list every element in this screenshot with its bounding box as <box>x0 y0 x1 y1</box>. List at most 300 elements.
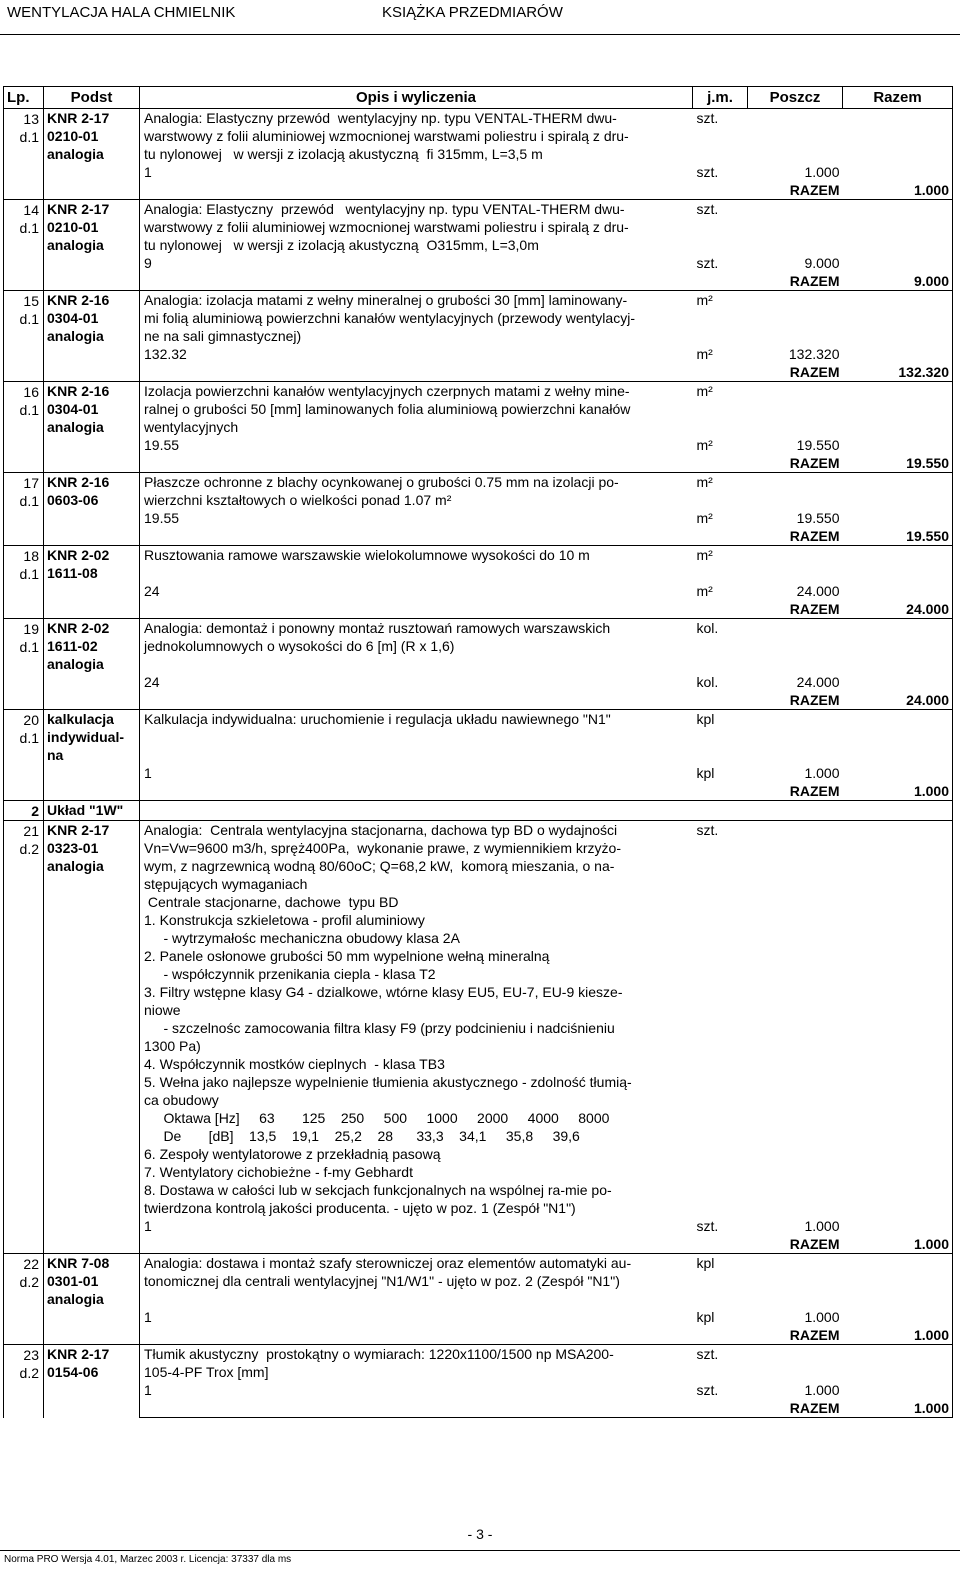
empty-cell <box>843 764 953 782</box>
empty-cell <box>843 382 953 437</box>
empty-cell <box>843 1254 953 1309</box>
item-basis <box>44 1254 140 1345</box>
total-value: 1.000 <box>843 181 953 200</box>
item-description <box>140 473 693 510</box>
empty-cell <box>140 782 693 801</box>
table-row <box>4 821 953 1218</box>
description-line: 7. Wentylatory cichobieżne - f-my Gebhardt <box>144 1164 413 1180</box>
description-line: - wytrzymałośc mechaniczna obudowy klasa 2A <box>144 930 460 946</box>
empty-cell <box>843 546 953 583</box>
total-label: RAZEM <box>789 601 840 617</box>
basis-line: 0304-01 <box>47 310 99 326</box>
basis-line: na <box>47 747 64 763</box>
partial-value: 1.000 <box>804 1309 840 1325</box>
total-value: 132.320 <box>843 363 953 382</box>
table-row <box>4 710 953 765</box>
total-row <box>4 1235 953 1254</box>
description-line: 3. Filtry wstępne klasy G4 - dzialkowe, wtórne klasy EU5, EU-7, EU-9 kiesze- <box>144 984 623 1000</box>
item-number <box>4 291 44 382</box>
calc-expression: 19.55 <box>144 437 180 453</box>
col-header-opis: Opis i wyliczenia <box>140 87 693 109</box>
partial-value: 19.550 <box>796 437 840 453</box>
empty-cell <box>140 363 693 382</box>
calc-expression: 19.55 <box>144 510 180 526</box>
item-number <box>4 546 44 619</box>
item-basis <box>44 473 140 546</box>
basis-line: analogia <box>47 656 104 672</box>
item-number <box>4 382 44 473</box>
empty-cell <box>140 1326 693 1345</box>
item-unit: m² <box>693 382 748 437</box>
total-label: RAZEM <box>789 528 840 544</box>
item-lp: 23 <box>23 1347 39 1363</box>
item-description <box>140 821 693 1218</box>
item-lp: 21 <box>23 823 39 839</box>
project-title: WENTYLACJA HALA CHMIELNIK <box>7 4 236 21</box>
item-number <box>4 200 44 291</box>
total-label: RAZEM <box>789 364 840 380</box>
partial-value: 24.000 <box>796 583 840 599</box>
table-header-row <box>4 87 953 109</box>
description-line: Izolacja powierzchni kanałów wentylacyjnych czerpnych matami z wełny mine- <box>144 383 630 399</box>
item-number <box>4 473 44 546</box>
basis-line: 0304-01 <box>47 401 99 417</box>
item-description <box>140 109 693 164</box>
description-line: twierdzona kontrolą jakości producenta. - ujęto w poz. 1 (Zespół "N1") <box>144 1200 576 1216</box>
calc-unit: m² <box>696 510 713 526</box>
item-description <box>140 710 693 765</box>
item-lp: 18 <box>23 548 39 564</box>
calc-unit: szt. <box>696 1382 719 1398</box>
total-row <box>4 527 953 546</box>
empty-cell <box>843 200 953 255</box>
basis-line: analogia <box>47 237 104 253</box>
total-row <box>4 181 953 200</box>
item-section: d.1 <box>19 639 39 655</box>
empty-cell <box>843 821 953 1218</box>
description-line: Analogia: Elastyczny przewód wentylacyjny np. typu VENTAL-THERM dwu- <box>144 201 625 217</box>
description-line: Oktawa [Hz] 63 125 250 500 1000 2000 4000 8000 <box>144 1110 610 1126</box>
document-title: KSIĄŻKA PRZEDMIARÓW <box>382 4 563 21</box>
item-section: d.2 <box>19 1365 39 1381</box>
item-number <box>4 619 44 710</box>
empty-cell <box>693 454 748 473</box>
total-row <box>4 1399 953 1418</box>
empty-cell <box>843 1345 953 1382</box>
calc-expression: 24 <box>144 583 160 599</box>
calc-unit: szt. <box>696 164 719 180</box>
estimate-table <box>3 86 953 1418</box>
item-description <box>140 1345 693 1382</box>
basis-line: indywidual- <box>47 729 124 745</box>
item-unit: szt. <box>693 200 748 255</box>
basis-line: analogia <box>47 419 104 435</box>
calc-unit: szt. <box>696 255 719 271</box>
total-value: 1.000 <box>843 782 953 801</box>
description-line: Analogia: demontaż i ponowny montaż rusztowań ramowych warszawskich <box>144 620 611 636</box>
item-section: d.1 <box>19 566 39 582</box>
calc-row <box>4 673 953 691</box>
item-description <box>140 1254 693 1309</box>
item-basis <box>44 710 140 801</box>
basis-line: KNR 2-17 <box>47 110 110 126</box>
description-line: jednokolumnowych o wysokości do 6 [m] (R x 1,6) <box>144 638 455 654</box>
description-line: De [dB] 13,5 19,1 25,2 28 33,3 34,1 35,8 39,6 <box>144 1128 580 1144</box>
item-unit: szt. <box>693 821 748 1218</box>
empty-cell <box>843 109 953 164</box>
description-line: mi folią aluminiową powierzchni kanałów wentylacyjnych (przewody wentylacyj- <box>144 310 635 326</box>
table-row <box>4 1345 953 1382</box>
item-description <box>140 291 693 346</box>
empty-cell <box>748 1254 843 1309</box>
calc-row <box>4 345 953 363</box>
item-basis <box>44 546 140 619</box>
basis-line: KNR 2-02 <box>47 620 110 636</box>
description-line <box>144 1290 690 1308</box>
description-line: ca obudowy <box>144 1092 219 1108</box>
header-divider <box>0 34 960 35</box>
item-description <box>140 200 693 255</box>
total-value: 1.000 <box>843 1235 953 1254</box>
table-row <box>4 1254 953 1309</box>
description-line: tu nylonowej w wersji z izolacją akustyczną fi 315mm, L=3,5 m <box>144 146 543 162</box>
empty-cell <box>693 272 748 291</box>
total-label: RAZEM <box>789 783 840 799</box>
item-lp: 15 <box>23 293 39 309</box>
empty-cell <box>140 691 693 710</box>
calc-row <box>4 436 953 454</box>
empty-cell <box>843 254 953 272</box>
basis-line: kalkulacja <box>47 711 114 727</box>
section-title: Układ "1W" <box>44 801 140 821</box>
basis-line: KNR 2-17 <box>47 1346 110 1362</box>
total-row <box>4 600 953 619</box>
calc-expression: 1 <box>144 1309 152 1325</box>
empty-cell <box>748 821 843 1218</box>
description-line: Analogia: dostawa i montaż szafy sterowniczej oraz elementów automatyki au- <box>144 1255 632 1271</box>
item-unit: szt. <box>693 1345 748 1382</box>
calc-expression: 24 <box>144 674 160 690</box>
basis-line: KNR 2-16 <box>47 474 110 490</box>
item-number <box>4 109 44 200</box>
description-line: wentylacyjnych <box>144 419 239 435</box>
item-basis <box>44 821 140 1254</box>
table-row <box>4 200 953 255</box>
partial-value: 1.000 <box>804 765 840 781</box>
total-label: RAZEM <box>789 182 840 198</box>
item-description <box>140 619 693 674</box>
description-line: 105-4-PF Trox [mm] <box>144 1364 269 1380</box>
item-section: d.1 <box>19 311 39 327</box>
item-lp: 16 <box>23 384 39 400</box>
description-line: 5. Wełna jako najlepsze wypelnienie tłumienia akustycznego - zdolność tłumią- <box>144 1074 632 1090</box>
calc-expression: 9 <box>144 255 152 271</box>
item-basis <box>44 109 140 200</box>
item-number <box>4 1345 44 1418</box>
empty-cell <box>140 801 953 821</box>
basis-line: analogia <box>47 1291 104 1307</box>
empty-cell <box>748 109 843 164</box>
basis-line: analogia <box>47 146 104 162</box>
col-header-poszcz: Poszcz <box>748 87 843 109</box>
empty-cell <box>748 710 843 765</box>
item-lp: 17 <box>23 475 39 491</box>
empty-cell <box>693 363 748 382</box>
total-value: 1.000 <box>843 1326 953 1345</box>
total-value: 1.000 <box>843 1399 953 1418</box>
empty-cell <box>843 1217 953 1235</box>
calc-expression: 1 <box>144 164 152 180</box>
total-label: RAZEM <box>748 1399 843 1418</box>
footer-divider <box>0 1550 960 1551</box>
basis-line: KNR 2-16 <box>47 383 110 399</box>
section-row <box>4 801 953 821</box>
item-number <box>4 710 44 801</box>
calc-unit: kpl <box>696 1309 715 1325</box>
item-section: d.1 <box>19 493 39 509</box>
calc-row <box>4 163 953 181</box>
basis-line: 0323-01 <box>47 840 99 856</box>
empty-cell <box>843 163 953 181</box>
calc-expression: 1 <box>144 765 152 781</box>
item-section: d.1 <box>19 220 39 236</box>
partial-value: 1.000 <box>804 1218 840 1234</box>
page-header <box>0 4 960 24</box>
item-unit: szt. <box>693 109 748 164</box>
description-line: Analogia: Elastyczny przewód wentylacyjny np. typu VENTAL-THERM dwu- <box>144 110 617 126</box>
calc-unit: m² <box>696 583 713 599</box>
item-lp: 20 <box>23 712 39 728</box>
basis-line: 0154-06 <box>47 1364 99 1380</box>
empty-cell <box>140 181 693 200</box>
description-line: - szczelnośc zamocowania filtra klasy F9 (przy podcinieniu i nadciśnieniu <box>144 1020 615 1036</box>
basis-line: 1611-08 <box>47 565 98 581</box>
col-header-podst: Podst <box>44 87 140 109</box>
empty-cell <box>693 782 748 801</box>
calc-expression: 132.32 <box>144 346 187 362</box>
description-line: niowe <box>144 1002 181 1018</box>
empty-cell <box>140 454 693 473</box>
calc-unit: szt. <box>696 1218 719 1234</box>
col-header-jm: j.m. <box>693 87 748 109</box>
empty-cell <box>843 473 953 510</box>
item-section: d.1 <box>19 730 39 746</box>
item-unit: m² <box>693 546 748 583</box>
partial-value: 132.320 <box>788 346 840 362</box>
empty-cell <box>748 619 843 674</box>
basis-line: 0301-01 <box>47 1273 99 1289</box>
empty-cell <box>843 582 953 600</box>
partial-value: 19.550 <box>796 510 840 526</box>
description-line: Kalkulacja indywidualna: uruchomienie i regulacja układu nawiewnego "N1" <box>144 711 611 727</box>
total-label: RAZEM <box>789 455 840 471</box>
item-unit: m² <box>693 473 748 510</box>
calc-row <box>4 1381 953 1399</box>
description-line: 6. Zespoły wentylatorowe z przekładnią pasową <box>144 1146 441 1162</box>
basis-line: 0603-06 <box>47 492 99 508</box>
description-line: ralnej o grubości 50 [mm] laminowanych folia aluminiową powierzchni kanałów <box>144 401 631 417</box>
total-label: RAZEM <box>789 1327 840 1343</box>
empty-cell <box>140 1399 693 1418</box>
calc-unit: kpl <box>696 765 715 781</box>
empty-cell <box>140 1235 693 1254</box>
table-row <box>4 473 953 510</box>
item-unit: kol. <box>693 619 748 674</box>
empty-cell <box>843 619 953 674</box>
item-basis <box>44 1345 140 1418</box>
partial-value: 9.000 <box>804 255 840 271</box>
item-lp: 19 <box>23 621 39 637</box>
calc-row <box>4 1217 953 1235</box>
section-number: 2 <box>4 801 44 821</box>
item-section: d.1 <box>19 402 39 418</box>
total-value: 19.550 <box>843 527 953 546</box>
description-line <box>144 655 690 673</box>
total-label: RAZEM <box>789 273 840 289</box>
basis-line: KNR 2-17 <box>47 201 110 217</box>
basis-line: 0210-01 <box>47 219 99 235</box>
calc-expression: 1 <box>144 1218 152 1234</box>
description-line: stępujących wymaganiach <box>144 876 308 892</box>
description-line: Analogia: izolacja matami z wełny mineralnej o grubości 30 [mm] laminowany- <box>144 292 628 308</box>
calc-unit: m² <box>696 346 713 362</box>
empty-cell <box>843 291 953 346</box>
description-line: - współczynnik przenikania ciepla - klasa T2 <box>144 966 436 982</box>
item-basis <box>44 382 140 473</box>
item-section: d.1 <box>19 129 39 145</box>
item-unit: m² <box>693 291 748 346</box>
item-unit: kpl <box>693 710 748 765</box>
total-value: 24.000 <box>843 691 953 710</box>
table-body <box>4 109 953 1418</box>
empty-cell <box>140 272 693 291</box>
partial-value: 1.000 <box>804 1382 840 1398</box>
page-number: - 3 - <box>467 1526 493 1542</box>
empty-cell <box>748 473 843 510</box>
description-line: wym, z nagrzewnicą wodną 80/60oC; Q=68,2 kW, komorą mieszania, o na- <box>144 858 615 874</box>
partial-value: 24.000 <box>796 674 840 690</box>
calc-unit: m² <box>696 437 713 453</box>
total-value: 19.550 <box>843 454 953 473</box>
description-line: Vn=Vw=9600 m3/h, spręż400Pa, wykonanie prawe, z wymiennikiem krzyżo- <box>144 840 621 856</box>
description-line: warstwowy z folii aluminiowej wzmocnionej warstwami poliestru i spiralą z dru- <box>144 219 629 235</box>
description-line: wierzchni kształtowych o wielkości ponad 1.07 m² <box>144 492 452 508</box>
col-header-lp: Lp. <box>4 87 44 109</box>
table-row <box>4 382 953 437</box>
basis-line: KNR 2-17 <box>47 822 110 838</box>
description-line: tu nylonowej w wersji z izolacją akustyczną O315mm, L=3,0m <box>144 237 539 253</box>
empty-cell <box>843 673 953 691</box>
basis-line: 1611-02 <box>47 638 98 654</box>
empty-cell <box>693 1235 748 1254</box>
total-label: RAZEM <box>789 1236 840 1252</box>
basis-line: analogia <box>47 328 104 344</box>
total-value: 9.000 <box>843 272 953 291</box>
item-basis <box>44 200 140 291</box>
empty-cell <box>843 1381 953 1399</box>
description-line: Analogia: Centrala wentylacyjna stacjonarna, dachowa typ BD o wydajności <box>144 822 618 838</box>
empty-cell <box>748 200 843 255</box>
basis-line: KNR 2-16 <box>47 292 110 308</box>
item-description <box>140 382 693 437</box>
total-label: RAZEM <box>789 692 840 708</box>
description-line: warstwowy z folii aluminiowej wzmocnionej warstwami poliestru i spiralą z dru- <box>144 128 629 144</box>
description-line: Rusztowania ramowe warszawskie wielokolumnowe wysokości do 10 m <box>144 547 590 563</box>
description-line: Tłumik akustyczny prostokątny o wymiarach: 1220x1100/1500 np MSA200- <box>144 1346 614 1362</box>
description-line: 2. Panele osłonowe grubości 50 mm wypelnione wełną mineralną <box>144 948 550 964</box>
table-row <box>4 619 953 674</box>
total-row <box>4 454 953 473</box>
basis-line: analogia <box>47 858 104 874</box>
description-line: 8. Dostawa w całości lub w sekcjach funkcjonalnych na wspólnej ra-mie po- <box>144 1182 612 1198</box>
empty-cell <box>843 1308 953 1326</box>
item-lp: 22 <box>23 1256 39 1272</box>
empty-cell <box>693 1399 748 1418</box>
empty-cell <box>693 527 748 546</box>
table-row <box>4 546 953 583</box>
total-row <box>4 782 953 801</box>
description-line: Centrale stacjonarne, dachowe typu BD <box>144 894 399 910</box>
item-lp: 13 <box>23 111 39 127</box>
calc-row <box>4 1308 953 1326</box>
total-row <box>4 363 953 382</box>
basis-line: KNR 2-02 <box>47 547 110 563</box>
basis-line: 0210-01 <box>47 128 99 144</box>
description-line: Płaszcze ochronne z blachy ocynkowanej o grubości 0.75 mm na izolacji po- <box>144 474 619 490</box>
item-description <box>140 546 693 583</box>
total-row <box>4 1326 953 1345</box>
empty-cell <box>693 600 748 619</box>
empty-cell <box>748 546 843 583</box>
description-line <box>144 564 690 582</box>
empty-cell <box>140 600 693 619</box>
basis-line: KNR 7-08 <box>47 1255 110 1271</box>
item-number <box>4 1254 44 1345</box>
empty-cell <box>748 1345 843 1382</box>
table-row <box>4 109 953 164</box>
item-section: d.2 <box>19 841 39 857</box>
empty-cell <box>843 345 953 363</box>
calc-row <box>4 764 953 782</box>
item-lp: 14 <box>23 202 39 218</box>
empty-cell <box>140 527 693 546</box>
description-line <box>144 746 690 764</box>
empty-cell <box>748 382 843 437</box>
item-unit: kpl <box>693 1254 748 1309</box>
empty-cell <box>693 691 748 710</box>
col-header-razem: Razem <box>843 87 953 109</box>
description-line: 1300 Pa) <box>144 1038 201 1054</box>
description-line: ne na sali gimnastycznej) <box>144 328 302 344</box>
item-number <box>4 821 44 1254</box>
empty-cell <box>843 509 953 527</box>
table-row <box>4 291 953 346</box>
calc-row <box>4 582 953 600</box>
calc-row <box>4 509 953 527</box>
item-section: d.2 <box>19 1274 39 1290</box>
empty-cell <box>843 436 953 454</box>
item-basis <box>44 619 140 710</box>
calc-unit: kol. <box>696 674 719 690</box>
empty-cell <box>693 181 748 200</box>
license-note: Norma PRO Wersja 4.01, Marzec 2003 r. Licencja: 37337 dla ms <box>4 1554 292 1565</box>
description-line: 1. Konstrukcja szkieletowa - profil aluminiowy <box>144 912 425 928</box>
item-basis <box>44 291 140 382</box>
total-row <box>4 691 953 710</box>
description-line <box>144 728 690 746</box>
empty-cell <box>693 1326 748 1345</box>
empty-cell <box>748 291 843 346</box>
